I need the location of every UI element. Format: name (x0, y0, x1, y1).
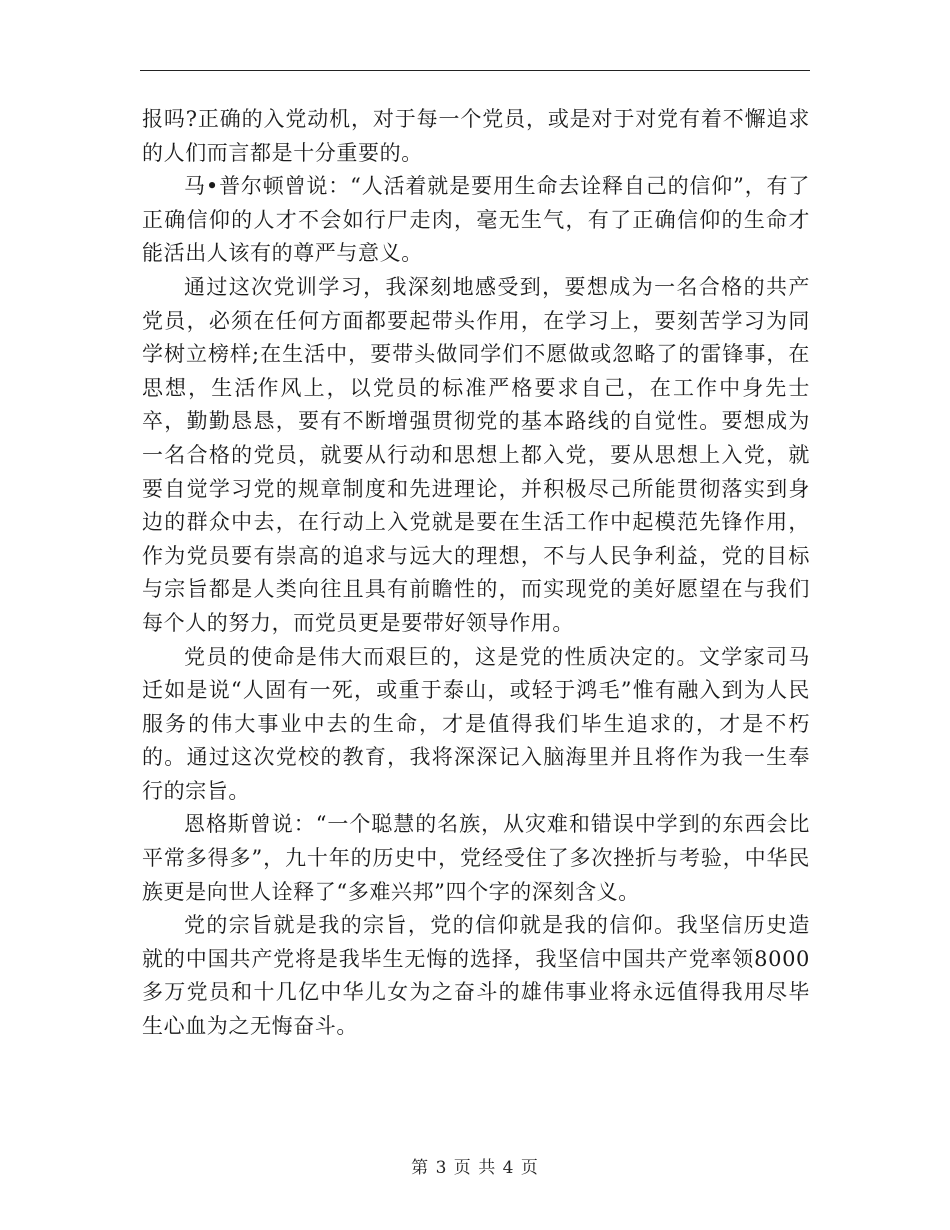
paragraph-quote-pulton: 马•普尔顿曾说：“人活着就是要用生命去诠释自己的信仰”，有了正确信仰的人才不会如行尸走肉，毫无生气，有了正确信仰的生命才能活出人该有的尊严与意义。 (142, 174, 810, 266)
paragraph-quote-engels: 恩格斯曾说：“一个聪慧的名族，从灾难和错误中学到的东西会比平常多得多”，九十年的历史中，党经受住了多次挫折与考验，中华民族更是向世人诠释了“多难兴邦”四个字的深刻含义。 (142, 812, 810, 904)
document-body (142, 103, 810, 1044)
paragraph-party-training: 通过这次党训学习，我深刻地感受到，要想成为一名合格的共产党员，必须在任何方面都要起带头作用，在学习上，要刻苦学习为同学树立榜样;在生活中，要带头做同学们不愿做或忽略了的雷锋事，在思想，生活作风上，以党员的标准严格要求自己，在工作中身先士卒，勤勤恳恳，要有不断增强贯彻党的基本路线的自觉性。要想成为一名合格的党员，就要从行动和思想上都入党，要从思想上入党，就要自觉学习党的规章制度和先进理论，并积极尽己所能贯彻落实到身边的群众中去，在行动上入党就是要在生活工作中起模范先锋作用，作为党员要有崇高的追求与远大的理想，不与人民争利益，党的目标与宗旨都是人类向往且具有前瞻性的，而实现党的美好愿望在与我们每个人的努力，而党员更是要带好领导作用。 (142, 274, 810, 635)
header-rule (140, 70, 810, 71)
paragraph-party-mission: 党员的使命是伟大而艰巨的，这是党的性质决定的。文学家司马迁如是说“人固有一死，或重于泰山，或轻于鸿毛”惟有融入到为人民服务的伟大事业中去的生命，才是值得我们毕生追求的，才是不朽的。通过这次党校的教育，我将深深记入脑海里并且将作为我一生奉行的宗旨。 (142, 644, 810, 803)
paragraph-conclusion: 党的宗旨就是我的宗旨，党的信仰就是我的信仰。我坚信历史造就的中国共产党将是我毕生无悔的选择，我坚信中国共产党率领8000多万党员和十几亿中华儿女为之奋斗的雄伟事业将永远值得我用尽毕生心血为之无悔奋斗。 (142, 913, 810, 1039)
paragraph-continuation: 报吗?正确的入党动机，对于每一个党员，或是对于对党有着不懈追求的人们而言都是十分重要的。 (142, 107, 810, 165)
page-number-footer: 第 3 页 共 4 页 (411, 1158, 539, 1178)
